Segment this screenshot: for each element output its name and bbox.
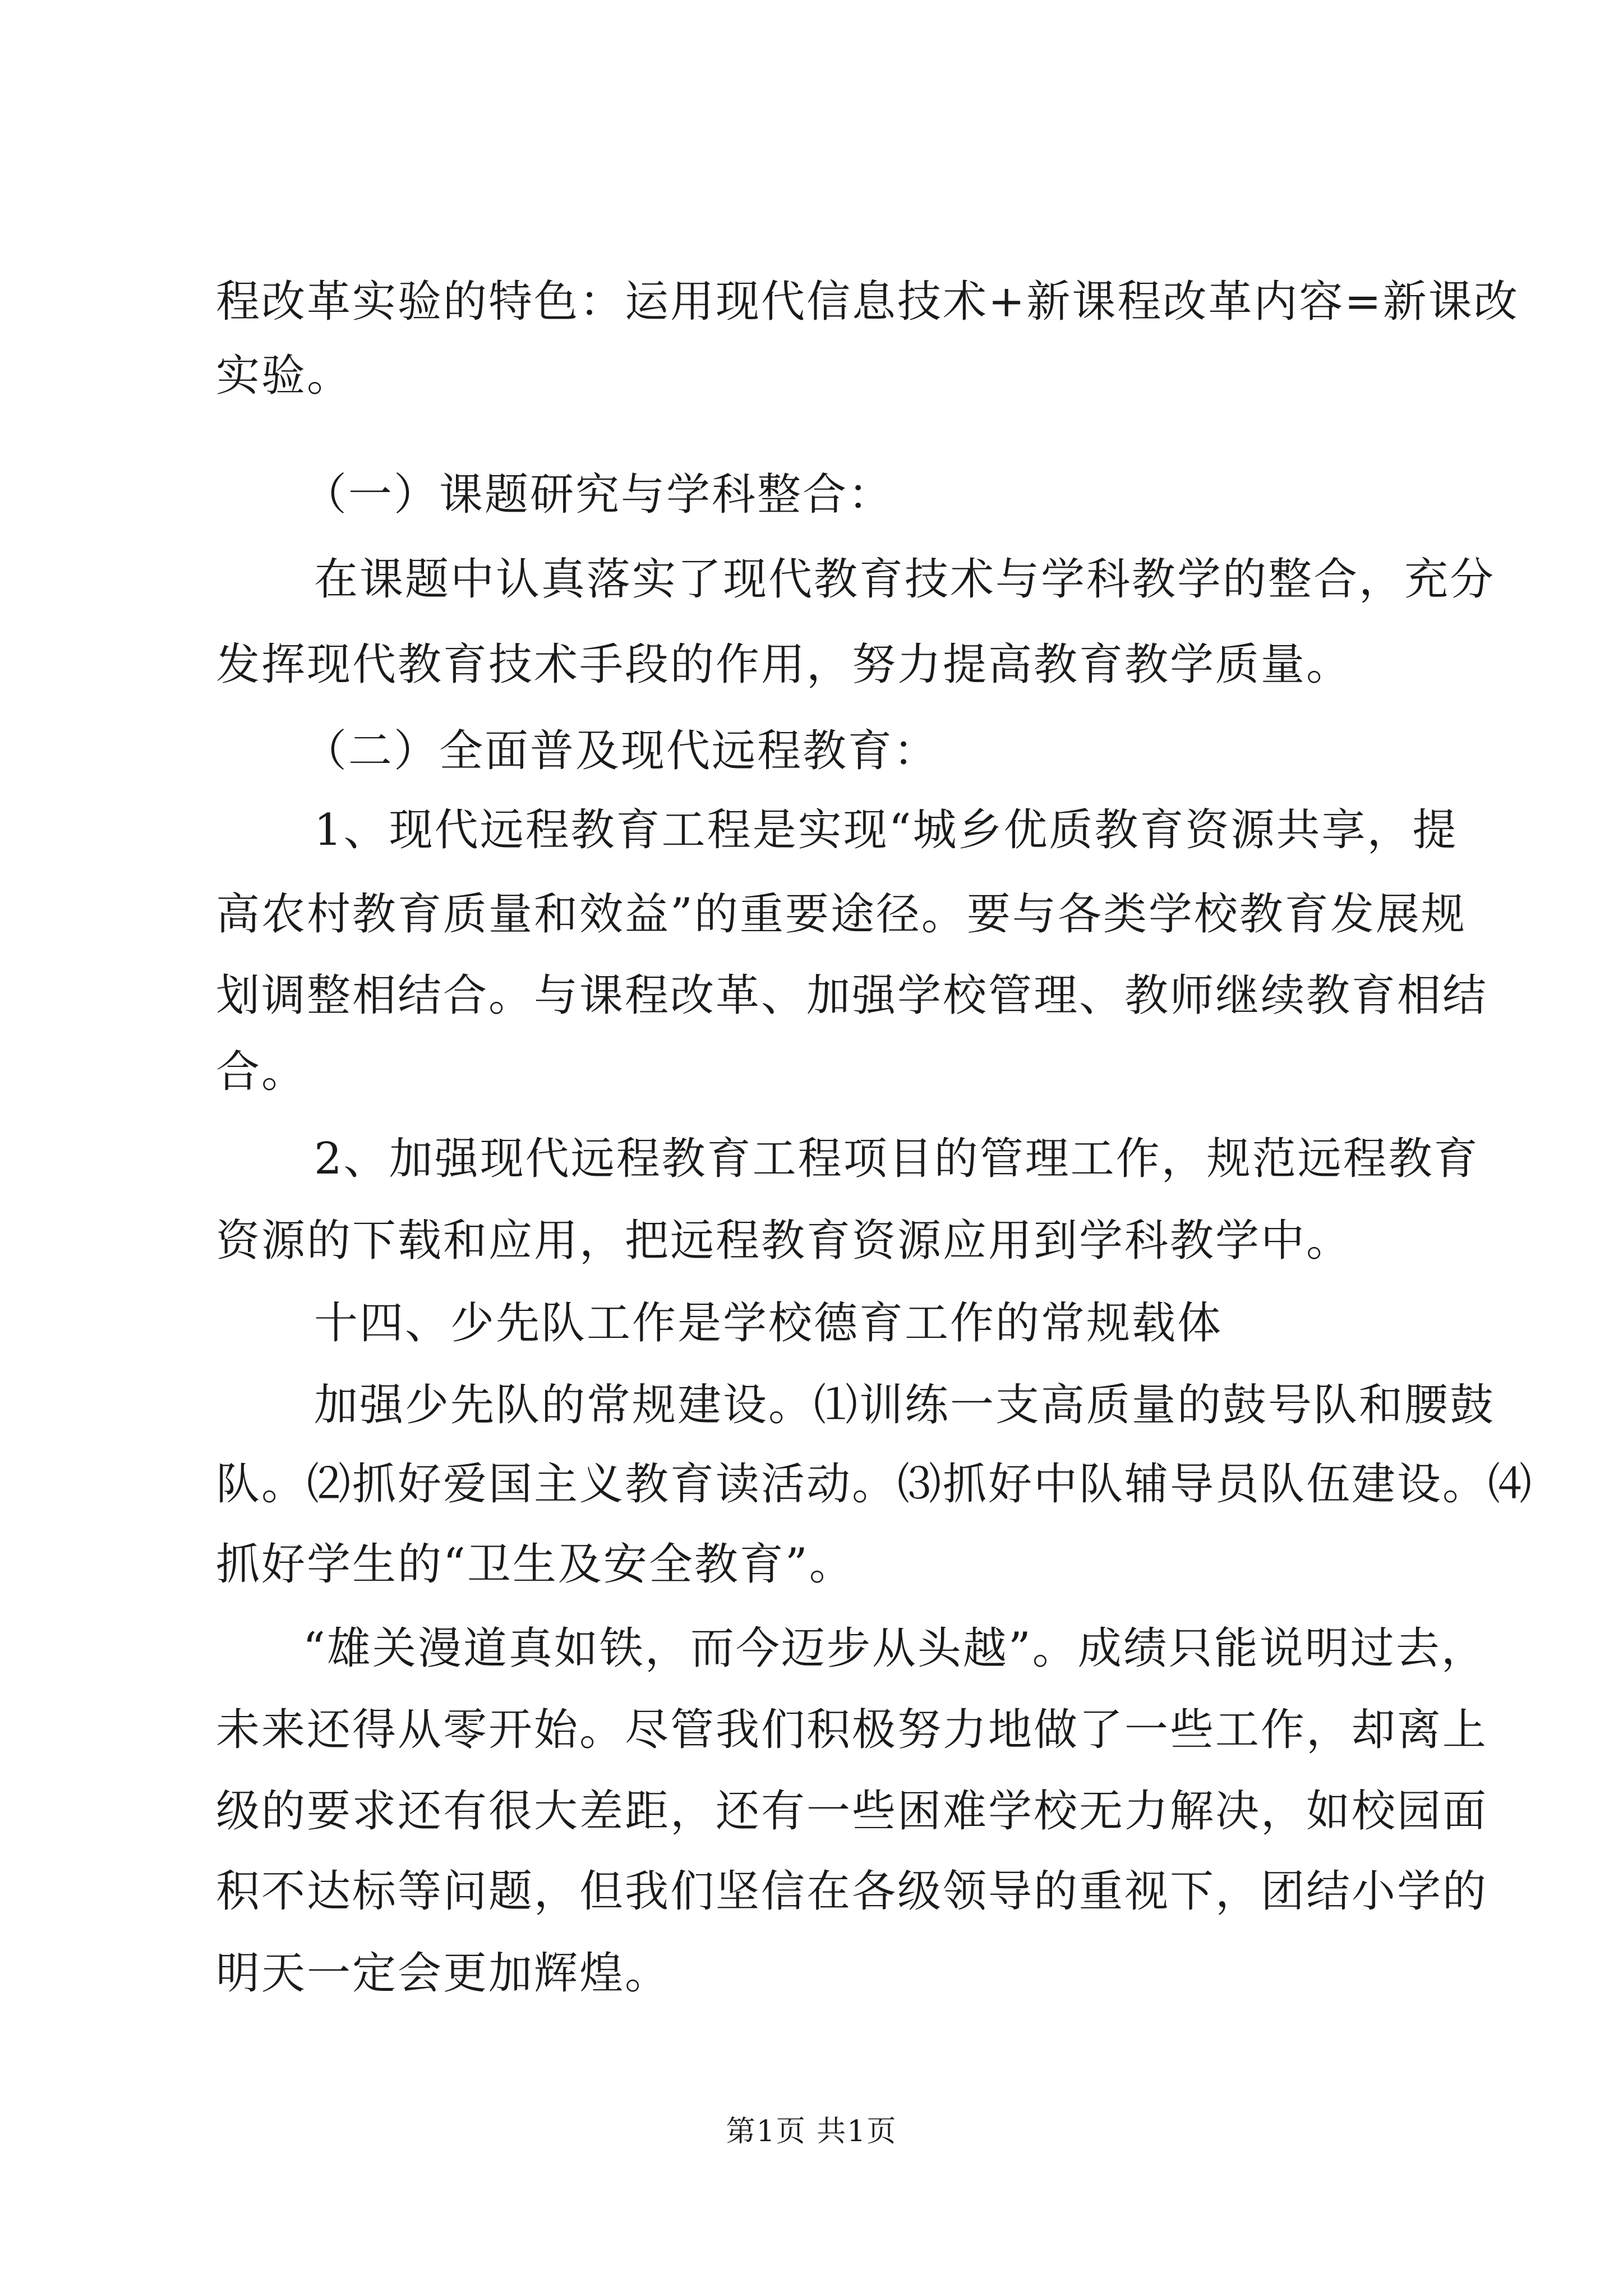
paragraph-5-line-4: 合。 [216,1047,307,1097]
paragraph-5-line-2: 高农村教育质量和效益”的重要途径。要与各类学校教育发展规 [216,889,1467,940]
paragraph-8-line-1: 加强少先队的常规建设。⑴训练一支高质量的鼓号队和腰鼓 [314,1380,1496,1430]
paragraph-8-line-3: 抓好学生的“卫生及安全教育”。 [216,1539,855,1590]
section-heading-1: （一）课题研究与学科整合： [303,470,894,520]
paragraph-5-line-1: 1、现代远程教育工程是实现“城乡优质教育资源共享，提 [314,805,1458,855]
paragraph-3-line-1: 在课题中认真落实了现代教育技术与学科教学的整合，充分 [314,554,1496,605]
paragraph-5-line-3: 划调整相结合。与课程改革、加强学校管理、教师继续教育相结 [216,970,1488,1021]
paragraph-6-line-1: 2、加强现代远程教育工程项目的管理工作，规范远程教育 [314,1134,1479,1184]
section-heading-14: 十四、少先队工作是学校德育工作的常规载体 [314,1298,1223,1349]
paragraph-9-line-4: 积不达标等问题，但我们坚信在各级领导的重视下，团结小学的 [216,1866,1488,1917]
paragraph-1-line-1: 程改革实验的特色：运用现代信息技术+新课程改革内容=新课改 [216,277,1519,327]
paragraph-9-line-1: “雄关漫道真如铁，而今迈步从头越”。成绩只能说明过去， [303,1623,1487,1674]
paragraph-3-line-2: 发挥现代教育技术手段的作用，努力提高教育教学质量。 [216,639,1352,690]
paragraph-9-line-2: 未来还得从零开始。尽管我们积极努力地做了一些工作，却离上 [216,1705,1488,1755]
paragraph-9-line-3: 级的要求还有很大差距，还有一些困难学校无力解决，如校园面 [216,1786,1488,1837]
page-number-footer: 第1页 共1页 [726,2115,897,2148]
paragraph-6-line-2: 资源的下载和应用，把远程教育资源应用到学科教学中。 [216,1216,1352,1266]
paragraph-9-line-5: 明天一定会更加辉煌。 [216,1948,671,1999]
section-heading-2: （二）全面普及现代远程教育： [303,726,939,776]
paragraph-8-line-2: 队。⑵抓好爱国主义教育读活动。⑶抓好中队辅导员队伍建设。⑷ [216,1459,1534,1510]
paragraph-1-line-2: 实验。 [216,351,353,401]
